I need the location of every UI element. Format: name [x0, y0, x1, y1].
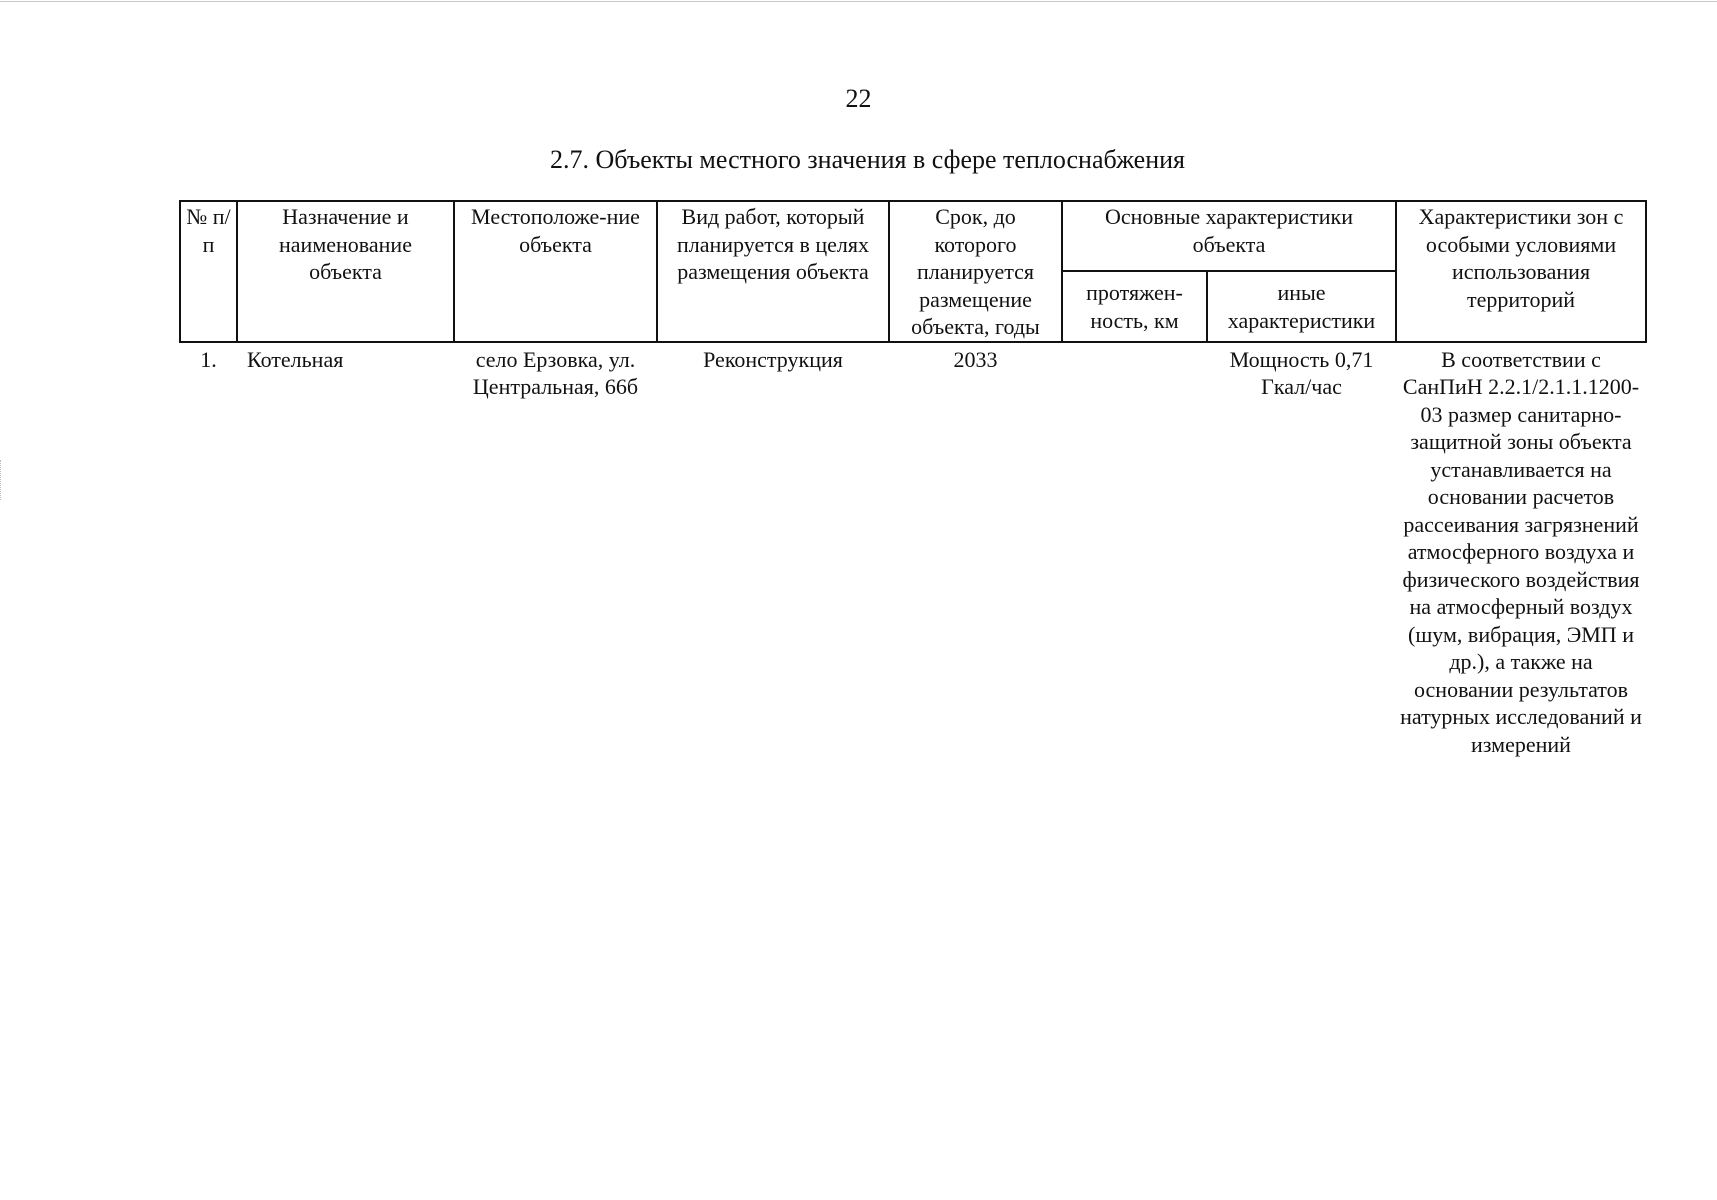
page-number: 22	[845, 84, 872, 113]
scan-edge-marks	[0, 460, 3, 500]
cell-other-characteristics: Мощность 0,71 Гкал/час	[1229, 346, 1374, 399]
header-main-characteristics: Основные характеристики объекта	[1062, 201, 1396, 271]
cell-name: Котельная	[247, 346, 344, 372]
scan-edge-line	[0, 1, 1717, 2]
header-work-type: Вид работ, который планируется в целях размещения объекта	[657, 201, 889, 342]
header-zones: Характеристики зон с особыми условиями использования территорий	[1396, 201, 1646, 342]
heat-supply-objects-table	[179, 200, 1647, 758]
cell-location: село Ерзовка, ул. Центральная, 66б	[472, 346, 639, 399]
table-row	[180, 342, 1646, 759]
cell-length	[1062, 342, 1207, 759]
header-length: протяжен-ность, км	[1062, 271, 1207, 341]
header-deadline: Срок, до которого планируется размещение объекта, годы	[889, 201, 1062, 342]
header-location: Местоположе-ние объекта	[454, 201, 657, 342]
cell-zones: В соответствии с СанПиН 2.2.1/2.1.1.1200-03 размер санитарно-защитной зоны объекта устанавливается на основании расчетов рассеивания загрязнений атмосферного воздуха и физического воздействия на атмосферный воздух (шум, вибрация, ЭМП и др.), а также на основании результатов натурных исследований и измерений	[1400, 346, 1642, 757]
header-name: Назначение и наименование объекта	[237, 201, 454, 342]
cell-num: 1.	[200, 346, 217, 372]
header-num: № п/п	[180, 201, 237, 342]
table-header-row-1	[180, 201, 1646, 271]
header-other-characteristics: иные характеристики	[1207, 271, 1396, 341]
cell-work-type: Реконструкция	[703, 346, 843, 372]
cell-deadline: 2033	[953, 346, 998, 372]
section-title: 2.7. Объекты местного значения в сфере теплоснабжения	[549, 145, 1186, 174]
